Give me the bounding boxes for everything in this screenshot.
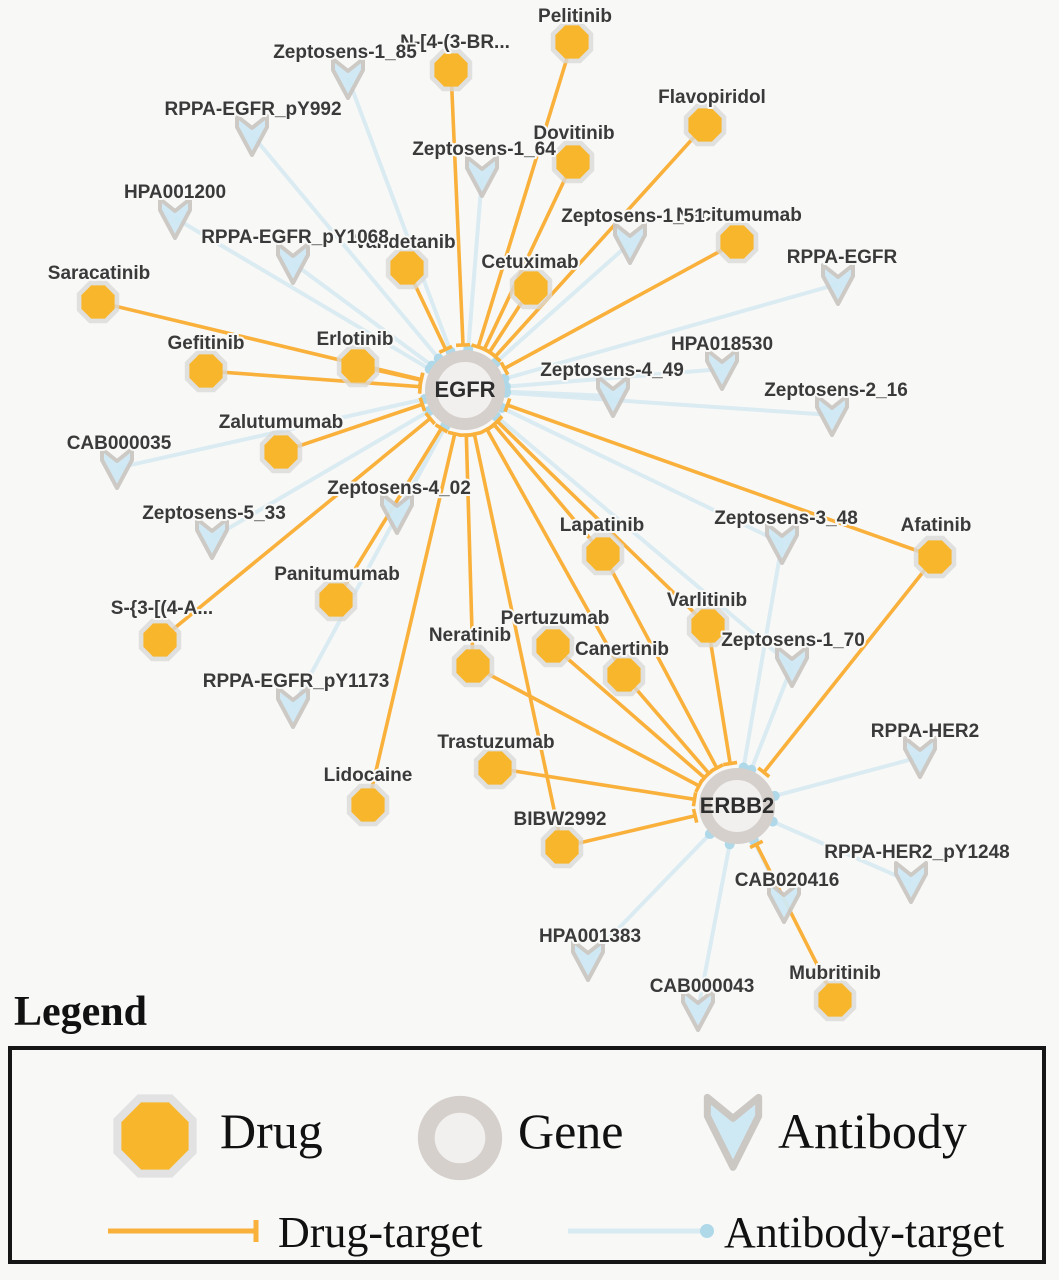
- node-label: Lidocaine: [323, 765, 413, 786]
- node-label: CAB000043: [649, 976, 755, 997]
- drug-target-edge: [451, 70, 463, 345]
- antibody-node[interactable]: [777, 647, 807, 686]
- antibody-node[interactable]: [598, 377, 628, 416]
- gene-node[interactable]: [700, 774, 775, 838]
- node-label: Zeptosens-4_49: [540, 360, 684, 381]
- node-label: RPPA-EGFR_pY1173: [202, 671, 390, 692]
- gene-node[interactable]: [431, 356, 499, 424]
- drug-node[interactable]: [347, 784, 389, 826]
- antibody-node[interactable]: [817, 396, 847, 435]
- drug-target-tee: [694, 809, 697, 823]
- drug-node[interactable]: [914, 536, 956, 578]
- gene-label: ERBB2: [699, 792, 775, 818]
- node-label: Zeptosens-1_85: [273, 42, 417, 63]
- drug-node[interactable]: [139, 619, 181, 661]
- node-label: Zeptosens-1_64: [412, 139, 556, 160]
- node-label: Zeptosens-3_48: [714, 508, 858, 529]
- drug-node[interactable]: [716, 221, 758, 263]
- antibody-target-edge-icon: [564, 1216, 724, 1246]
- antibody-node[interactable]: [278, 688, 308, 727]
- drug-target-tee: [467, 433, 481, 436]
- antibody-node[interactable]: [905, 738, 935, 777]
- drug-node[interactable]: [185, 350, 227, 392]
- node-label: HPA018530: [670, 334, 774, 355]
- node-label: Pelitinib: [538, 6, 612, 27]
- node-label: Zeptosens-1_70: [721, 630, 865, 651]
- legend-antibody-label: Antibody: [778, 1103, 967, 1159]
- legend-box: [8, 1046, 1046, 1264]
- node-label: N-[4-(3-BR...: [400, 32, 510, 53]
- node-label: Dovitinib: [533, 123, 615, 144]
- drug-node[interactable]: [603, 654, 645, 696]
- legend-drug-label: Drug: [220, 1103, 323, 1159]
- node-label: Erlotinib: [316, 329, 394, 350]
- antibody-target-edge: [468, 176, 482, 349]
- node-label: Pertuzumab: [500, 608, 610, 629]
- drug-node[interactable]: [551, 21, 593, 63]
- drug-target-tee: [693, 792, 695, 806]
- drug-node[interactable]: [260, 431, 302, 473]
- node-label: Necitumumab: [676, 205, 802, 226]
- node-label: BIBW2992: [513, 809, 607, 830]
- legend-drug-target-label: Drug-target: [278, 1208, 483, 1257]
- node-label: Canertinib: [575, 639, 669, 660]
- antibody-node[interactable]: [767, 524, 797, 563]
- drug-target-tee: [420, 373, 423, 387]
- node-label: Vandetanib: [354, 232, 456, 253]
- node-label: Gefitinib: [167, 333, 245, 354]
- drug-node[interactable]: [541, 826, 583, 868]
- drug-node[interactable]: [582, 533, 624, 575]
- drug-node[interactable]: [337, 345, 379, 387]
- drug-node[interactable]: [430, 49, 472, 91]
- drug-node[interactable]: [315, 579, 357, 621]
- drug-node[interactable]: [386, 247, 428, 289]
- node-label: Zeptosens-5_33: [142, 503, 286, 524]
- node-label: RPPA-EGFR: [786, 247, 898, 268]
- drug-node[interactable]: [684, 104, 726, 146]
- drug-target-edge-icon: [104, 1216, 274, 1246]
- drug-target-tee: [448, 432, 462, 435]
- drug-node[interactable]: [77, 281, 119, 323]
- node-label: Cetuximab: [481, 252, 579, 273]
- node-label: Trastuzumab: [437, 732, 555, 753]
- drug-node[interactable]: [452, 645, 494, 687]
- antibody-node[interactable]: [197, 519, 227, 558]
- node-label: CAB000035: [66, 433, 172, 454]
- legend-title: Legend: [14, 989, 148, 1035]
- antibody-node[interactable]: [278, 244, 308, 283]
- node-label: Varlitinib: [666, 590, 748, 611]
- drug-target-tee: [456, 345, 470, 346]
- node-label: Saracatinib: [47, 263, 151, 284]
- node-label: Lapatinib: [559, 515, 645, 536]
- node-label: Panitumumab: [274, 564, 400, 585]
- gene-node-icon: [414, 1092, 506, 1184]
- node-label: RPPA-EGFR_pY1068: [201, 227, 389, 248]
- node-label: RPPA-HER2: [870, 721, 980, 742]
- node-label: CAB020416: [734, 870, 840, 891]
- node-label: RPPA-HER2_pY1248: [824, 842, 1010, 863]
- node-label: RPPA-EGFR_pY992: [164, 99, 342, 120]
- drug-node[interactable]: [510, 267, 552, 309]
- node-label: HPA001200: [123, 182, 227, 203]
- drug-target-tee: [723, 762, 737, 764]
- node-label: Afatinib: [900, 515, 972, 536]
- gene-label: EGFR: [434, 376, 496, 402]
- node-label: HPA001383: [538, 926, 642, 947]
- node-label: Mubritinib: [789, 963, 881, 984]
- drug-node[interactable]: [814, 979, 856, 1021]
- node-label: Zeptosens-4_02: [327, 478, 471, 499]
- node-label: Flavopiridol: [658, 87, 766, 108]
- antibody-node[interactable]: [102, 449, 132, 488]
- antibody-target-edge: [775, 757, 920, 796]
- drug-node[interactable]: [532, 625, 574, 667]
- node-label: Zeptosens-2_16: [764, 380, 908, 401]
- antibody-node[interactable]: [823, 265, 853, 304]
- antibody-node[interactable]: [160, 199, 190, 238]
- antibody-node[interactable]: [467, 157, 497, 196]
- antibody-node[interactable]: [615, 224, 645, 263]
- legend-antibody-target-label: Antibody-target: [724, 1208, 1005, 1257]
- drug-target-edge: [495, 768, 695, 799]
- drug-node[interactable]: [474, 747, 516, 789]
- node-label: Neratinib: [428, 625, 512, 646]
- antibody-node-icon: [698, 1080, 768, 1180]
- antibody-node[interactable]: [896, 863, 926, 902]
- node-label: S-{3-[(4-A...: [110, 598, 214, 619]
- node-label: Zalutumumab: [218, 412, 344, 433]
- legend-gene-label: Gene: [518, 1103, 624, 1159]
- antibody-node[interactable]: [707, 350, 737, 389]
- drug-node[interactable]: [552, 141, 594, 183]
- node-label: Zeptosens-1_51: [561, 206, 705, 227]
- antibody-node[interactable]: [333, 59, 363, 98]
- drug-node-icon: [107, 1088, 203, 1184]
